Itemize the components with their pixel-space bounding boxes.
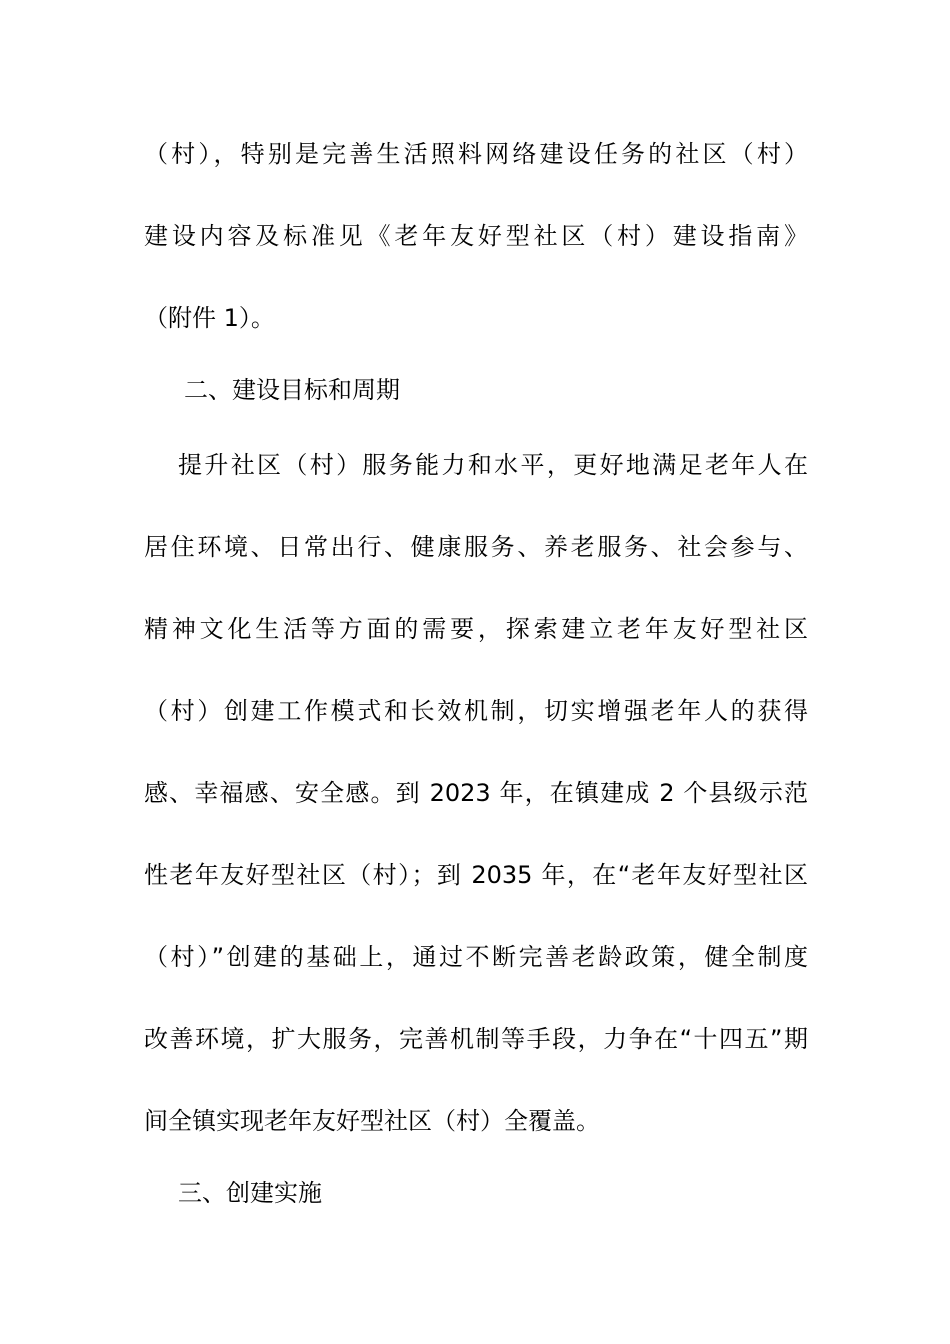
paragraph-line: （附件 1）。 — [144, 304, 275, 332]
paragraph-line: 提升社区（村）服务能力和水平，更好地满足老年人在 — [178, 451, 808, 479]
section-heading: 三、创建实施 — [178, 1179, 322, 1207]
paragraph-line: 改善环境，扩大服务，完善机制等手段，力争在“十四五”期 — [144, 1025, 808, 1053]
paragraph-line: 居住环境、日常出行、健康服务、养老服务、社会参与、 — [144, 533, 808, 561]
paragraph-line: （村）创建工作模式和长效机制，切实增强老年人的获得 — [144, 697, 808, 725]
paragraph-line: （村），特别是完善生活照料网络建设任务的社区（村） — [144, 140, 808, 168]
section-heading: 二、建设目标和周期 — [184, 376, 400, 404]
paragraph-line: 精神文化生活等方面的需要，探索建立老年友好型社区 — [144, 615, 808, 643]
paragraph-line: 感、幸福感、安全感。到 2023 年，在镇建成 2 个县级示范 — [144, 779, 808, 807]
paragraph-line: 性老年友好型社区（村）；到 2035 年，在“老年友好型社区 — [144, 861, 808, 889]
paragraph-line: 间全镇实现老年友好型社区（村）全覆盖。 — [144, 1107, 600, 1135]
paragraph-line: 建设内容及标准见《老年友好型社区（村）建设指南》 — [144, 222, 808, 250]
paragraph-line: （村）”创建的基础上，通过不断完善老龄政策，健全制度 — [144, 943, 808, 971]
